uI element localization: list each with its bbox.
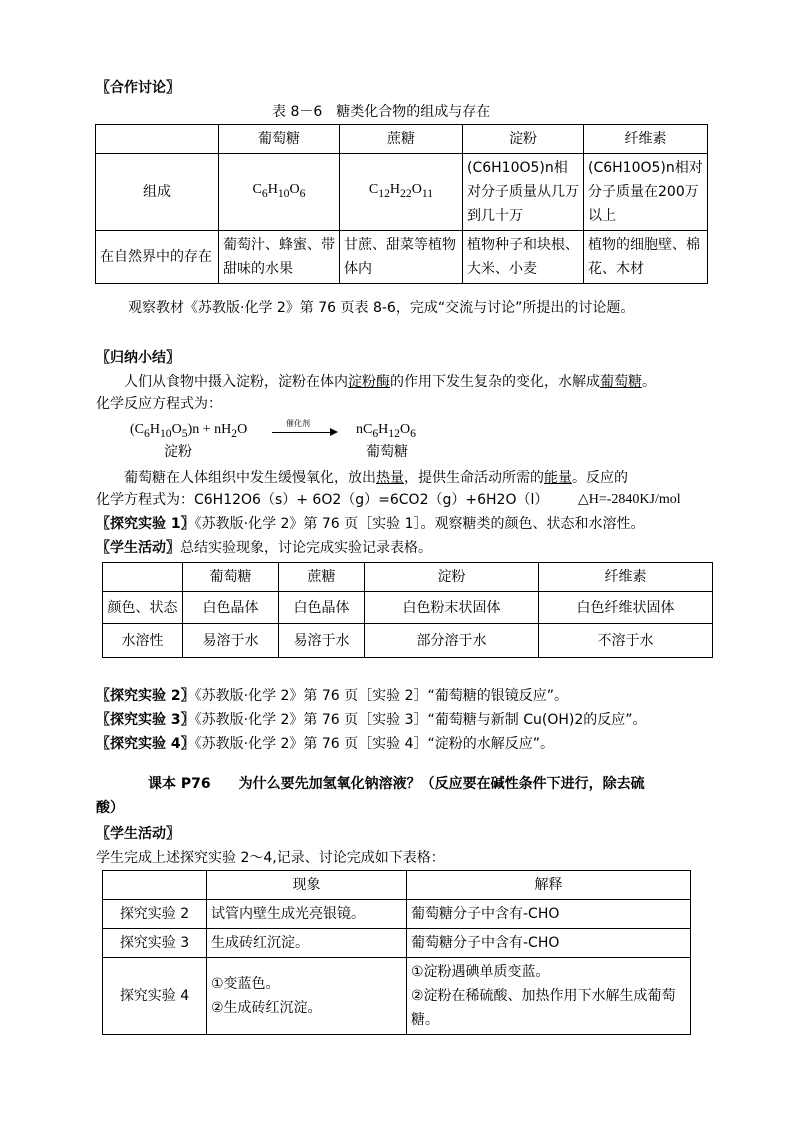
experiment-1 (96, 514, 645, 534)
table-cell-phenomena (207, 958, 407, 1035)
table-header-cell: 葡萄糖 (219, 125, 340, 154)
experiment-text: 《苏教版·化学 2》第 76 页［实验 4］“淀粉的水解反应”。 (194, 736, 555, 752)
section-heading-summary: 〖归纳小结〗 (96, 350, 180, 366)
table-header-cell: 蔗糖 (279, 563, 365, 592)
summary-text: 的作用下发生复杂的变化，水解成 (390, 374, 600, 390)
table-header-cell: 现象 (207, 871, 407, 900)
experiment-2 (96, 686, 568, 706)
table-caption: 表 8－6 糖类化合物的组成与存在 (272, 104, 491, 120)
experiment-3 (96, 710, 647, 730)
table-cell: 白色粉末状固体 (365, 592, 539, 624)
starch-composition: (C6H10O5)n相对分子质量从几万到几十万 (463, 154, 584, 231)
sugar-properties-table (102, 562, 713, 658)
table-cell: 生成砖红沉淀。 (207, 929, 407, 958)
experiment-4 (96, 734, 554, 754)
table-cell: 葡萄糖分子中含有-CHO (407, 900, 691, 929)
table-cell: 甘蔗、甜菜等植物体内 (340, 231, 463, 284)
phenomenon-2: ②生成砖红沉淀。 (211, 1000, 322, 1016)
summary-paragraph-1 (124, 372, 656, 392)
equation-left-label: 淀粉 (164, 444, 192, 460)
table-header-cell (103, 871, 207, 900)
catalyst-label: 催化剂 (286, 419, 310, 428)
table-cell: 白色纤维状固体 (539, 592, 713, 624)
equation-right: $nC_6H_{12}O_6$ (356, 422, 416, 440)
table-header-cell: 纤维素 (584, 125, 708, 154)
cellulose-composition: (C6H10O5)n相对分子质量在200万以上 (584, 154, 708, 231)
table-header-cell: 蔗糖 (340, 125, 463, 154)
row-label: 探究实验 3 (103, 929, 207, 958)
experiment-text: 《苏教版·化学 2》第 76 页［实验 3］“葡萄糖与新制 Cu(OH)2的反应”。 (194, 712, 647, 728)
table-cell-explanation (407, 958, 691, 1035)
table-header-cell: 解释 (407, 871, 691, 900)
section-heading-cooperation: 〖合作讨论〗 (96, 80, 180, 96)
table-cell: 易溶于水 (279, 624, 365, 658)
glucose-formula: $C_6H_{10}O_6$ (219, 154, 340, 231)
table-header-cell (103, 563, 183, 592)
table-cell: 植物的细胞壁、棉花、木材 (584, 231, 708, 284)
summary-paragraph-1-line2: 化学反应方程式为： (96, 396, 222, 412)
summary-text: 。 (642, 374, 656, 390)
experiment-results-table (102, 870, 691, 1035)
table-header-cell: 淀粉 (365, 563, 539, 592)
experiment-label: 〖探究实验 2〗 (96, 688, 195, 704)
heat-term: 热量 (376, 470, 404, 486)
experiment-text: 《苏教版·化学 2》第 76 页［实验 2］“葡萄糖的银镜反应”。 (194, 688, 569, 704)
table-cell: 葡萄糖分子中含有-CHO (407, 929, 691, 958)
experiment-label: 〖探究实验 1〗 (96, 516, 195, 532)
explanation-1: ①淀粉遇碘单质变蓝。 (411, 964, 550, 980)
table-cell: 易溶于水 (183, 624, 279, 658)
table-cell: 白色晶体 (279, 592, 365, 624)
summary-text: 葡萄糖在人体组织中发生缓慢氧化，放出 (124, 470, 376, 486)
summary-text: 。反应的 (572, 470, 628, 486)
textbook-note: 观察教材《苏教版·化学 2》第 76 页表 8-6，完成“交流与讨论”所提出的讨论题。 (128, 300, 635, 316)
phenomenon-1: ①变蓝色。 (211, 976, 280, 992)
table-cell: 植物种子和块根、大米、小麦 (463, 231, 584, 284)
reaction-arrow (272, 432, 332, 433)
enzyme-term: 淀粉酶 (348, 374, 390, 390)
student-activity-2-intro: 学生完成上述探究实验 2～4,记录、讨论完成如下表格： (96, 850, 445, 866)
equation-left: $(C_6H_{10}O_5)n + nH_2O$ (130, 422, 248, 440)
table-header-cell: 葡萄糖 (183, 563, 279, 592)
table-header-cell: 纤维素 (539, 563, 713, 592)
row-label-composition: 组成 (96, 154, 219, 231)
row-label: 水溶性 (103, 624, 183, 658)
row-label: 颜色、状态 (103, 592, 183, 624)
activity-text: 总结实验现象，讨论完成实验记录表格。 (180, 540, 432, 556)
summary-text: ，提供生命活动所需的 (404, 470, 544, 486)
oxidation-equation: 化学方程式为：C6H12O6（s）+ 6O2（g）=6CO2（g）+6H2O（l） (96, 492, 549, 508)
equation-right-label: 葡萄糖 (366, 444, 408, 460)
table-header-cell (96, 125, 219, 154)
activity-label: 〖学生活动〗 (96, 540, 180, 556)
summary-text: 人们从食物中摄入淀粉，淀粉在体内 (124, 374, 348, 390)
row-label: 探究实验 2 (103, 900, 207, 929)
enthalpy-change: △H=-2840KJ/mol (578, 492, 681, 507)
table-cell: 试管内壁生成光亮银镜。 (207, 900, 407, 929)
glucose-term: 葡萄糖 (600, 374, 642, 390)
question-line-1: 课本 P76 为什么要先加氢氧化钠溶液？（反应要在碱性条件下进行，除去硫 (148, 776, 645, 792)
experiment-label: 〖探究实验 4〗 (96, 736, 195, 752)
table-cell: 部分溶于水 (365, 624, 539, 658)
table-cell: 不溶于水 (539, 624, 713, 658)
table-cell: 白色晶体 (183, 592, 279, 624)
row-label: 探究实验 4 (103, 958, 207, 1035)
experiment-text: 《苏教版·化学 2》第 76 页［实验 1］。观察糖类的颜色、状态和水溶性。 (194, 516, 645, 532)
sucrose-formula: $C_{12}H_{22}O_{11}$ (340, 154, 463, 231)
student-activity-2-heading: 〖学生活动〗 (96, 826, 180, 842)
explanation-2: ②淀粉在稀硫酸、加热作用下水解生成葡萄糖。 (411, 988, 676, 1028)
question-line-2: 酸） (96, 800, 124, 816)
table-header-cell: 淀粉 (463, 125, 584, 154)
row-label-natural-existence: 在自然界中的存在 (96, 231, 219, 284)
experiment-label: 〖探究实验 3〗 (96, 712, 195, 728)
student-activity-1 (96, 538, 432, 558)
energy-term: 能量 (544, 470, 572, 486)
summary-paragraph-2 (124, 468, 628, 488)
sugar-composition-table (95, 124, 708, 284)
arrow-head-icon (330, 428, 338, 436)
table-cell: 葡萄汁、蜂蜜、带甜味的水果 (219, 231, 340, 284)
